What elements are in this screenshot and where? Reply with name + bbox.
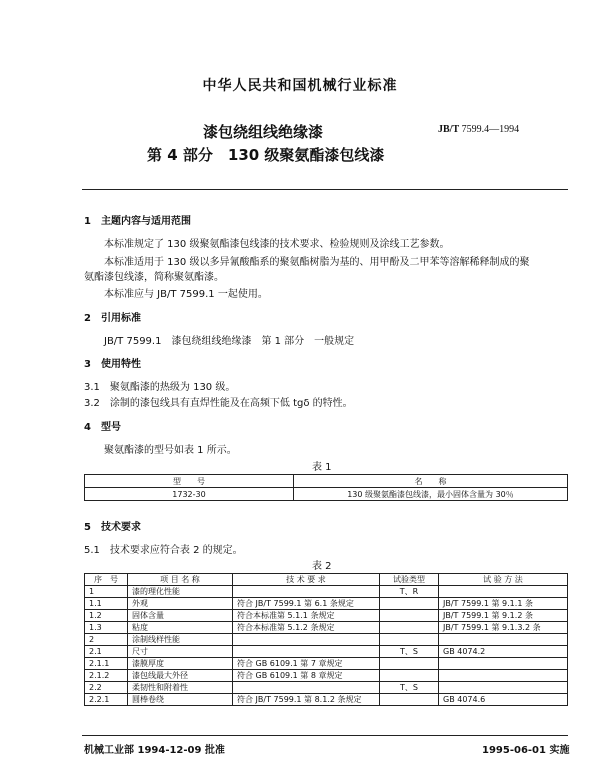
- table-cell: 2.2: [85, 682, 128, 694]
- table-cell: 1.2: [85, 610, 128, 622]
- table-row: [85, 622, 568, 634]
- table-1-header: 型 号: [85, 475, 294, 488]
- table-cell: [233, 646, 380, 658]
- section-3-heading: 3 使用特性: [84, 359, 141, 370]
- table-2-header: 试 验 方 法: [439, 574, 568, 586]
- table-cell: T、R: [380, 586, 439, 598]
- standard-code-prefix: JB/T: [438, 124, 460, 135]
- standard-subtitle: 第 4 部分 130 级聚氨酯漆包线漆: [147, 146, 385, 164]
- table-cell: [380, 610, 439, 622]
- section-1-paragraph: 本标准适用于 130 级以多异氰酸酯系的聚氨酯树脂为基的、用甲酚及二甲苯等溶解稀释制成的聚: [104, 257, 530, 268]
- footer-rule: [82, 735, 568, 736]
- table-cell: 圆棒卷绕: [128, 694, 233, 706]
- clause-5-1: 5.1 技术要求应符合表 2 的规定。: [84, 545, 243, 556]
- table-cell: 2.1.2: [85, 670, 128, 682]
- table-cell: [439, 634, 568, 646]
- table-cell: 符合 GB 6109.1 第 8 章规定: [233, 670, 380, 682]
- table-cell: T、S: [380, 682, 439, 694]
- clause-3-2: 3.2 涂制的漆包线具有直焊性能及在高频下低 tgδ 的特性。: [84, 398, 353, 409]
- table-cell: 2.1: [85, 646, 128, 658]
- table-cell: [380, 670, 439, 682]
- table-1-header-row: [85, 475, 568, 488]
- table-row: [85, 488, 568, 501]
- table-cell: 130 级聚氨酯漆包线漆，最小固体含量为 30％: [294, 488, 568, 501]
- table-cell: 1: [85, 586, 128, 598]
- table-cell: JB/T 7599.1 第 9.1.1 条: [439, 598, 568, 610]
- table-2-header: 项 目 名 称: [128, 574, 233, 586]
- table-1: [84, 474, 568, 501]
- reference-item: JB/T 7599.1 漆包绕组线绝缘漆 第 1 部分 一般规定: [104, 336, 355, 347]
- section-4-paragraph: 聚氨酯漆的型号如表 1 所示。: [104, 445, 237, 456]
- approval-text: 机械工业部 1994-12-09 批准: [84, 745, 225, 756]
- table-row: [85, 610, 568, 622]
- table-cell: 固体含量: [128, 610, 233, 622]
- table-row: [85, 694, 568, 706]
- table-row: [85, 646, 568, 658]
- header-rule: [82, 189, 568, 190]
- table-cell: 符合 JB/T 7599.1 第 8.1.2 条规定: [233, 694, 380, 706]
- section-5-heading: 5 技术要求: [84, 522, 141, 533]
- table-cell: 2.1.1: [85, 658, 128, 670]
- section-4-heading: 4 型号: [84, 422, 121, 433]
- section-1-heading: 1 主题内容与适用范围: [84, 216, 191, 227]
- table-row: [85, 586, 568, 598]
- table-cell: 2.2.1: [85, 694, 128, 706]
- table-cell: 漆包线最大外径: [128, 670, 233, 682]
- table-row: [85, 658, 568, 670]
- issuing-organization: 中华人民共和国机械行业标准: [202, 78, 398, 94]
- table-2-header: 技 术 要 求: [233, 574, 380, 586]
- table-cell: [380, 622, 439, 634]
- table-row: [85, 682, 568, 694]
- table-cell: 尺寸: [128, 646, 233, 658]
- approval-info: [84, 741, 225, 756]
- table-cell: GB 4074.6: [439, 694, 568, 706]
- table-1-caption: 表 1: [312, 462, 332, 473]
- table-cell: 符合本标准第 5.1.1 条规定: [233, 610, 380, 622]
- table-2-header-row: [85, 574, 568, 586]
- table-row: [85, 598, 568, 610]
- table-cell: [233, 634, 380, 646]
- section-1-paragraph: 本标准应与 JB/T 7599.1 一起使用。: [104, 289, 268, 300]
- standard-code: [438, 124, 519, 135]
- table-cell: 2: [85, 634, 128, 646]
- table-cell: [233, 682, 380, 694]
- table-cell: 外观: [128, 598, 233, 610]
- section-1-paragraph: 氨酯漆包线漆，简称聚氨酯漆。: [84, 272, 224, 283]
- table-cell: [439, 658, 568, 670]
- table-cell: GB 4074.2: [439, 646, 568, 658]
- table-cell: 1.3: [85, 622, 128, 634]
- table-cell: JB/T 7599.1 第 9.1.3.2 条: [439, 622, 568, 634]
- clause-3-1: 3.1 聚氨酯漆的热级为 130 级。: [84, 382, 236, 393]
- table-cell: 符合 JB/T 7599.1 第 6.1 条规定: [233, 598, 380, 610]
- implementation-info: [482, 741, 569, 756]
- implementation-text: 1995-06-01 实施: [482, 745, 570, 756]
- table-cell: [439, 682, 568, 694]
- table-cell: T、S: [380, 646, 439, 658]
- table-cell: 漆膜厚度: [128, 658, 233, 670]
- table-2: [84, 573, 568, 706]
- table-cell: [439, 586, 568, 598]
- table-cell: [439, 670, 568, 682]
- table-2-header: 序 号: [85, 574, 128, 586]
- table-2-caption: 表 2: [312, 561, 332, 572]
- table-cell: 1.1: [85, 598, 128, 610]
- table-cell: [380, 658, 439, 670]
- table-cell: [380, 634, 439, 646]
- table-row: [85, 670, 568, 682]
- table-cell: [380, 694, 439, 706]
- table-2-header: 试验类型: [380, 574, 439, 586]
- section-2-heading: 2 引用标准: [84, 313, 141, 324]
- standard-title: 漆包绕组线绝缘漆: [203, 123, 324, 141]
- table-cell: 漆的理化性能: [128, 586, 233, 598]
- table-cell: 粘度: [128, 622, 233, 634]
- section-1-paragraph: 本标准规定了 130 级聚氨酯漆包线漆的技术要求、检验规则及涂线工艺参数。: [104, 239, 450, 250]
- table-row: [85, 634, 568, 646]
- table-cell: 柔韧性和附着性: [128, 682, 233, 694]
- table-cell: 符合 GB 6109.1 第 7 章规定: [233, 658, 380, 670]
- table-cell: 1732-30: [85, 488, 294, 501]
- standard-code-number: 7599.4—1994: [461, 124, 520, 135]
- table-cell: [380, 598, 439, 610]
- table-cell: [233, 586, 380, 598]
- table-1-header: 名 称: [294, 475, 568, 488]
- table-cell: 符合本标准第 5.1.2 条规定: [233, 622, 380, 634]
- table-cell: JB/T 7599.1 第 9.1.2 条: [439, 610, 568, 622]
- table-cell: 涂制线样性能: [128, 634, 233, 646]
